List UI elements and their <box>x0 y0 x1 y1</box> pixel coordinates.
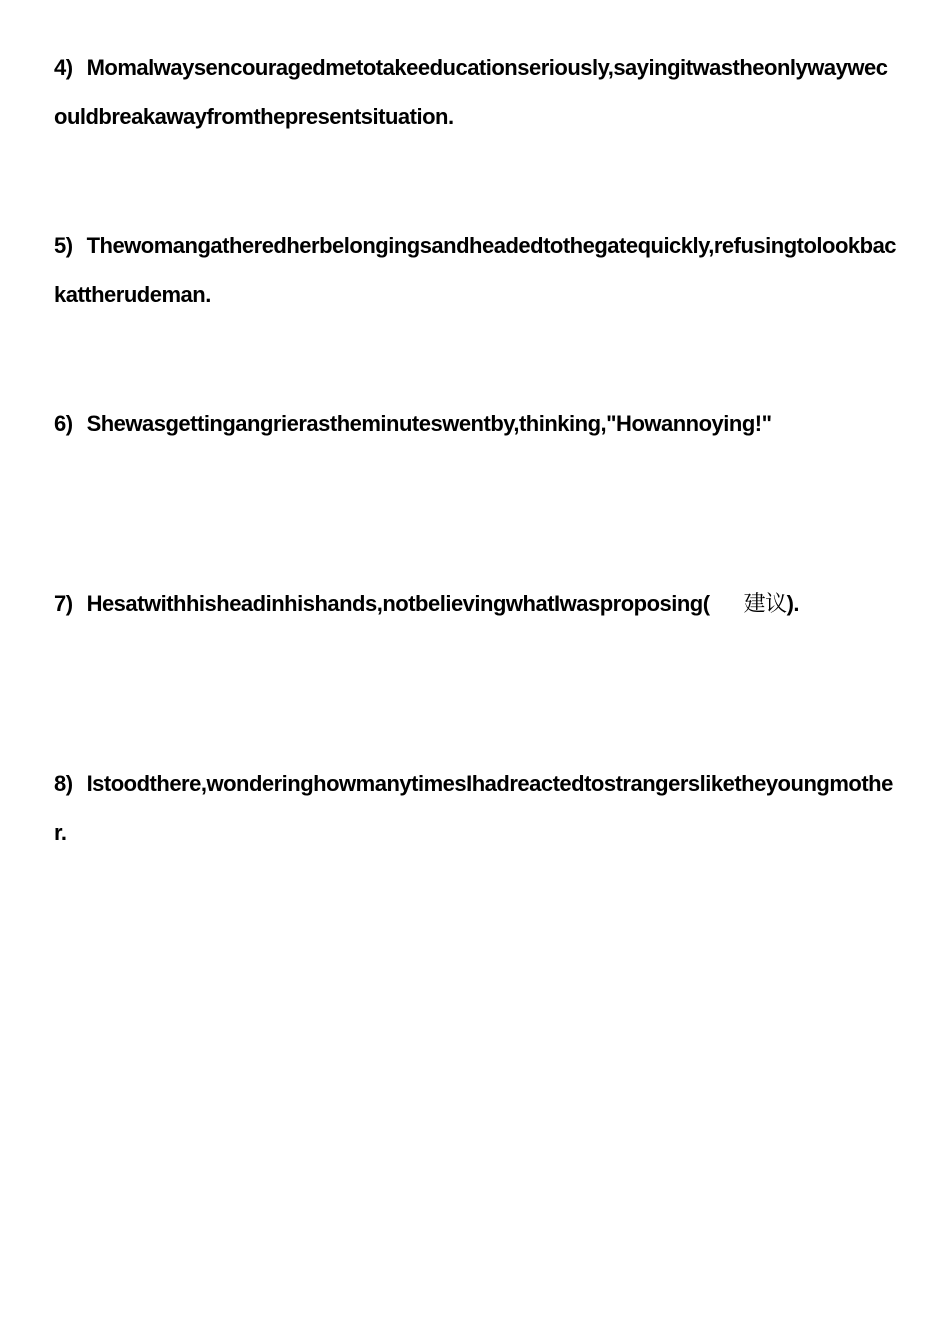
sentence-item-8 <box>54 759 900 857</box>
sentence-text-end: ). <box>786 591 800 616</box>
sentence-text: Momalwaysencouragedmetotakeeducationseriously,sayingitwastheonlywaywecouldbreakawayfromthepresentsituation. <box>54 55 888 129</box>
chinese-gloss: 建议 <box>743 592 787 617</box>
sentence-text: Shewasgettingangrierastheminuteswentby,thinking,"Howannoying!" <box>86 411 772 436</box>
sentence-text: Thewomangatheredherbelongingsandheadedtothegatequickly,refusingtolookbackattherudeman. <box>54 233 897 307</box>
item-number: 5) <box>54 233 73 258</box>
item-number: 4) <box>54 55 73 80</box>
item-number: 8) <box>54 771 73 796</box>
sentence-text: Hesatwithhisheadinhishands,notbelievingwhatIwasproposing( <box>86 591 710 616</box>
sentence-text: Istoodthere,wonderinghowmanytimesIhadreactedtostrangersliketheyoungmother. <box>54 771 893 845</box>
sentence-item-6 <box>54 399 900 448</box>
item-number: 6) <box>54 411 73 436</box>
sentence-item-7 <box>54 579 900 629</box>
item-number: 7) <box>54 591 73 616</box>
sentence-item-4 <box>54 43 900 141</box>
sentence-item-5 <box>54 221 900 319</box>
